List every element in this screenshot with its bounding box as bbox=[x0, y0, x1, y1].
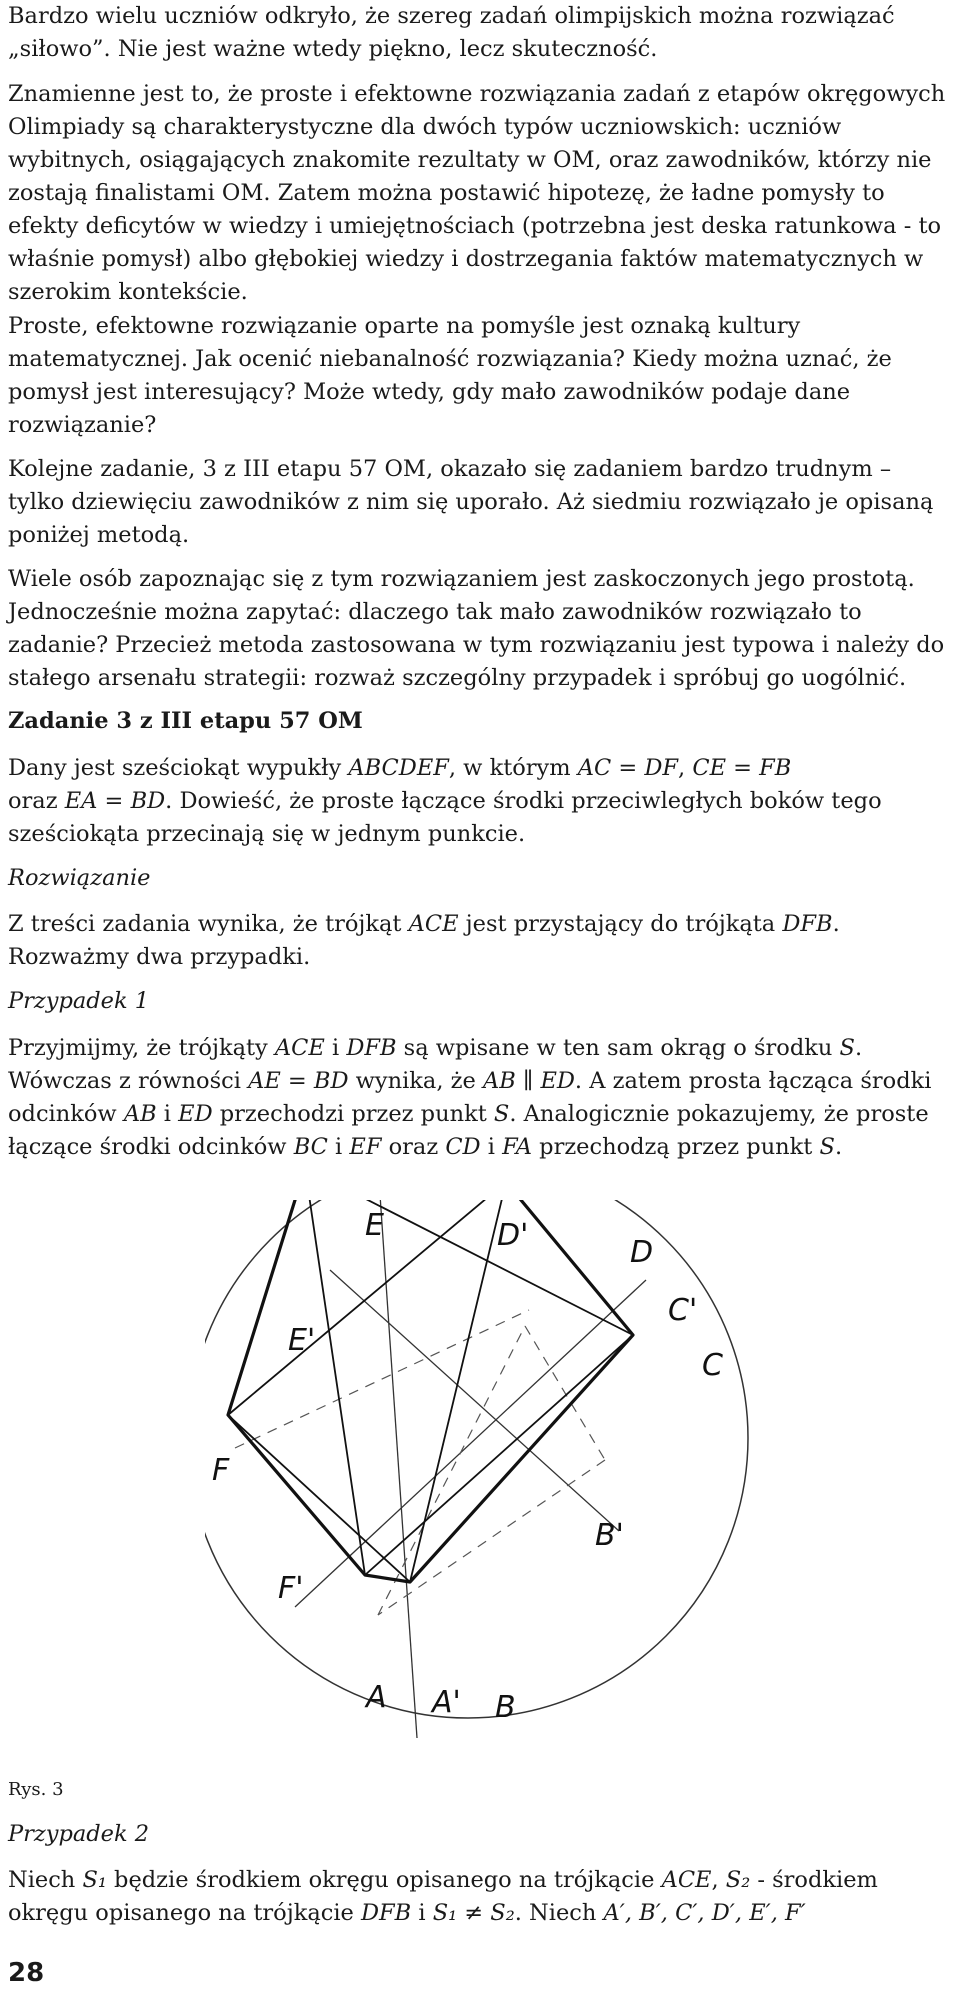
solution-heading: Rozwiązanie bbox=[8, 865, 151, 891]
math: S bbox=[819, 1134, 835, 1160]
solution-text bbox=[8, 908, 952, 974]
triangle-side bbox=[305, 1200, 633, 1335]
text-span: , bbox=[711, 1867, 726, 1893]
math-eq: EA = BD bbox=[64, 788, 166, 814]
text-span: i bbox=[156, 1101, 179, 1127]
label-C-prime: C' bbox=[668, 1293, 698, 1328]
triangle-side bbox=[305, 1200, 365, 1575]
triangle-side bbox=[228, 1415, 410, 1582]
intro-paragraph-1 bbox=[8, 0, 952, 66]
text-span: . bbox=[834, 1134, 843, 1160]
case-heading: Przypadek 2 bbox=[8, 1821, 150, 1847]
text-span: . Rozważmy dwa przypadki. bbox=[8, 911, 840, 970]
intro-paragraph-2 bbox=[8, 78, 952, 309]
label-E-prime: E' bbox=[288, 1323, 316, 1358]
problem-text bbox=[8, 752, 952, 851]
section-heading: Zadanie 3 z III etapu 57 OM bbox=[8, 708, 363, 734]
dashed-line bbox=[378, 1460, 605, 1615]
math: S bbox=[493, 1101, 510, 1127]
label-B-prime: B' bbox=[595, 1518, 624, 1553]
math: DFB bbox=[346, 1035, 397, 1061]
text-span: będzie środkiem okręgu opisanego na trójkącie bbox=[106, 1867, 662, 1893]
math: S bbox=[839, 1035, 855, 1061]
hexagon-figure bbox=[205, 1200, 765, 1760]
math: EF bbox=[349, 1134, 382, 1160]
paragraph-text: Kolejne zadanie, 3 z III etapu 57 OM, okazało się zadaniem bardzo trudnym – tylko dziewięciu zawodników z nim się uporało. Aż siedmiu rozwiązało je opisaną poniżej metodą. bbox=[8, 456, 934, 548]
math: ED bbox=[178, 1101, 213, 1127]
triangle-side bbox=[228, 1200, 506, 1415]
text-span: oraz bbox=[8, 788, 65, 814]
math-triangle: DFB bbox=[782, 911, 833, 937]
text-span: wynika, że bbox=[348, 1068, 483, 1094]
case2-paragraph bbox=[8, 1864, 952, 1930]
paragraph-text: Bardzo wielu uczniów odkryło, że szereg zadań olimpijskich można rozwiązać „siłowo”. Nie jest ważne wtedy piękno, lecz skuteczność. bbox=[8, 3, 895, 62]
case2-label bbox=[8, 1818, 952, 1851]
intro-paragraph-4 bbox=[8, 453, 952, 552]
paragraph-text: Wiele osób zapoznając się z tym rozwiązaniem jest zaskoczonych jego prostotą. Jednocześnie można zapytać: dlaczego tak mało zawodników rozwiązało to zadanie? Przecież metoda zastosowana w tym rozwiązaniu jest typowa i należy do stałego arsenału strategii: rozważ szczególny przypadek i spróbuj go uogólnić. bbox=[8, 566, 945, 691]
text-span: oraz bbox=[381, 1134, 446, 1160]
text-span: przechodzi przez punkt bbox=[212, 1101, 494, 1127]
label-F-prime: F' bbox=[278, 1571, 304, 1606]
math: AE = BD bbox=[248, 1068, 349, 1094]
math: S₂ bbox=[725, 1867, 751, 1893]
math-eq: CE = FB bbox=[692, 755, 792, 781]
intro-paragraph-5 bbox=[8, 563, 952, 695]
label-D-prime: D' bbox=[497, 1218, 529, 1253]
math: S₁ ≠ S₂ bbox=[432, 1900, 515, 1926]
math: FA bbox=[502, 1134, 533, 1160]
inner-triangles bbox=[228, 1200, 633, 1582]
text-span: i bbox=[324, 1035, 347, 1061]
paragraph-text: Znamienne jest to, że proste i efektowne rozwiązania zadań z etapów okręgowych Olimpiady są charakterystyczne dla dwóch typów uczniowskich: uczniów wybitnych, osiągających znakomite rezultaty w OM, oraz zawodników, którzy nie zostają finalistami OM. Zatem można postawić hipotezę, że ładne pomysły to efekty deficytów w wiedzy i umiejętnościach (potrzebna jest deska ratunkowa - to właśnie pomysł) albo głębokiej wiedzy i dostrzegania faktów matematycznych w szerokim kontekście. bbox=[8, 81, 946, 305]
text-span: i bbox=[327, 1134, 350, 1160]
hexagon-outline bbox=[228, 1200, 633, 1582]
solution-label bbox=[8, 862, 952, 895]
math-eq: AC = DF bbox=[577, 755, 679, 781]
math: BC bbox=[293, 1134, 328, 1160]
label-C: C bbox=[702, 1348, 723, 1383]
triangle-side bbox=[410, 1200, 506, 1582]
label-A: A bbox=[366, 1680, 387, 1715]
circumcircle bbox=[205, 1200, 748, 1718]
math: AB bbox=[123, 1101, 157, 1127]
page-number: 28 bbox=[8, 1958, 45, 1988]
math: ACE bbox=[661, 1867, 712, 1893]
math-hexagon: ABCDEF bbox=[348, 755, 449, 781]
text-span: są wpisane w ten sam okrąg o środku bbox=[396, 1035, 840, 1061]
text-span: . Analogicznie pokazujemy, że proste łączące środki odcinków bbox=[8, 1101, 929, 1160]
math: CD bbox=[445, 1134, 481, 1160]
text-span: Przyjmijmy, że trójkąty bbox=[8, 1035, 275, 1061]
text-span: przechodzą przez punkt bbox=[532, 1134, 820, 1160]
case1-text bbox=[8, 1032, 952, 1164]
text-span: Dany jest sześciokąt wypukły bbox=[8, 755, 349, 781]
text-span: - środkiem okręgu opisanego na trójkącie bbox=[8, 1867, 878, 1926]
math: AB ∥ ED bbox=[482, 1068, 575, 1094]
text-span: Z treści zadania wynika, że trójkąt bbox=[8, 911, 409, 937]
problem-statement bbox=[8, 752, 952, 851]
figure-caption: Rys. 3 bbox=[8, 1779, 64, 1800]
text-span: . Dowieść, że proste łączące środki przeciwległych boków tego sześciokąta przecinają się w jednym punkcie. bbox=[8, 788, 882, 847]
label-B: B bbox=[495, 1690, 516, 1725]
case1-paragraph bbox=[8, 1032, 952, 1164]
text-span: i bbox=[480, 1134, 503, 1160]
label-A-prime: A' bbox=[432, 1685, 461, 1720]
line-ed-ab bbox=[379, 1200, 417, 1738]
text-span: , w którym bbox=[448, 755, 578, 781]
case1-label bbox=[8, 985, 952, 1018]
text-span: jest przystający do trójkąta bbox=[458, 911, 783, 937]
label-E: E bbox=[365, 1208, 384, 1243]
text-span: i bbox=[411, 1900, 433, 1926]
math-triangle: ACE bbox=[408, 911, 459, 937]
problem-heading bbox=[8, 705, 952, 738]
intro-paragraph-3 bbox=[8, 310, 952, 442]
math: S₁ bbox=[82, 1867, 107, 1893]
text-span: , bbox=[678, 755, 693, 781]
text-span: . A zatem prosta łącząca środki odcinków bbox=[8, 1068, 932, 1127]
math: A′, B′, C′, D′, E′, F′ bbox=[603, 1900, 806, 1926]
dashed-line bbox=[235, 1310, 529, 1448]
midpoint-lines bbox=[295, 1200, 646, 1738]
text-span: . Niech bbox=[514, 1900, 604, 1926]
label-F: F bbox=[212, 1453, 230, 1488]
label-D: D bbox=[630, 1235, 654, 1270]
triangle-side bbox=[365, 1335, 633, 1575]
paragraph-text: Proste, efektowne rozwiązanie oparte na pomyśle jest oznaką kultury matematycznej. Jak ocenić niebanalność rozwiązania? Kiedy można uznać, że pomysł jest interesujący? Może wtedy, gdy mało zawodników podaje dane rozwiązanie? bbox=[8, 313, 892, 438]
case2-text bbox=[8, 1864, 952, 1930]
math: ACE bbox=[274, 1035, 325, 1061]
case-heading: Przypadek 1 bbox=[8, 988, 150, 1014]
text-span: Niech bbox=[8, 1867, 83, 1893]
text-span: . Wówczas z równości bbox=[8, 1035, 863, 1094]
math: DFB bbox=[361, 1900, 412, 1926]
solution-paragraph bbox=[8, 908, 952, 974]
